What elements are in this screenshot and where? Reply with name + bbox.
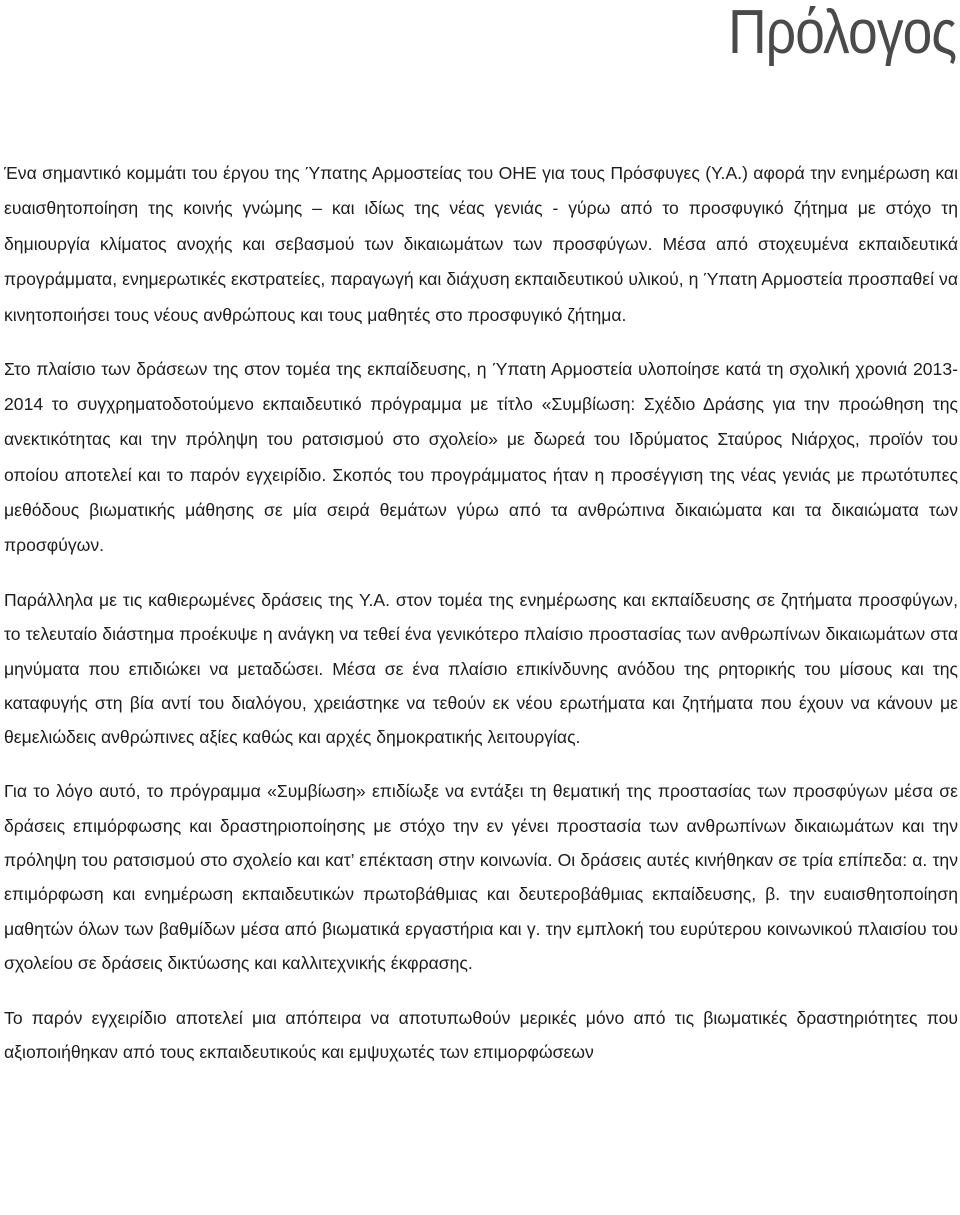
page-title: Πρόλογος [727,0,956,67]
paragraph-4: Για το λόγο αυτό, το πρόγραμμα «Συμβίωση» επιδίωξε να εντάξει τη θεματική της προστασίας των προσφύγων μέσα σε δράσεις επιμόρφωσης και δραστηριοποίησης με στόχο την εν γένει προστασία των ανθρωπίνων δικαιωμάτων και την πρόληψη του ρατσισμού στο σχολείο και κατ’ επέκταση στην κοινωνία. Οι δράσεις αυτές κινήθηκαν σε τρία επίπεδα: α. την επιμόρφωση και ενημέρωση εκπαιδευτικών πρωτοβάθμιας και δευτεροβάθμιας εκπαίδευσης, β. την ευαισθητοποίηση μαθητών όλων των βαθμίδων μέσα από βιωματικά εργαστήρια και γ. την εμπλοκή του ευρύτερου κοινωνικού πλαισίου του σχολείου σε δράσεις δικτύωσης και καλλιτεχνικής έκφρασης. [4,781,958,974]
paragraph-2: Στο πλαίσιο των δράσεων της στον τομέα της εκπαίδευσης, η Ύπατη Αρμοστεία υλοποίησε κατά τη σχολική χρονιά 2013-2014 το συγχρηματοδοτούμενο εκπαιδευτικό πρόγραμμα με τίτλο «Συμβίωση: Σχέδιο Δράσης για την προώθηση της ανεκτικότητας και την πρόληψη του ρατσισμού στο σχολείο» με δωρεά του Ιδρύματος Σταύρος Νιάρχος, προϊόν του οποίου αποτελεί και το παρόν εγχειρίδιο. Σκοπός του προγράμματος ήταν η προσέγγιση της νέας γενιάς με πρωτότυπες μεθόδους βιωματικής μάθησης σε μία σειρά θεμάτων γύρω από τα ανθρώπινα δικαιώματα και τα δικαιώματα των προσφύγων. [4,359,958,556]
paragraph-1: Ένα σημαντικό κομμάτι του έργου της Ύπατης Αρμοστείας του ΟΗΕ για τους Πρόσφυγες (Υ.Α.) αφορά την ενημέρωση και ευαισθητοποίηση της κοινής γνώμης – και ιδίως της νέας γενιάς - γύρω από το προσφυγικό ζήτημα με στόχο τη δημιουργία κλίματος ανοχής και σεβασμού των δικαιωμάτων των προσφύγων. Μέσα από στοχευμένα εκπαιδευτικά προγράμματα, ενημερωτικές εκστρατείες, παραγωγή και διάχυση εκπαιδευτικού υλικού, η Ύπατη Αρμοστεία προσπαθεί να κινητοποιήσει τους νέους ανθρώπους και τους μαθητές στο προσφυγικό ζήτημα. [4,163,958,325]
paragraph-5: Το παρόν εγχειρίδιο αποτελεί μια απόπειρα να αποτυπωθούν μερικές μόνο από τις βιωματικές δραστηριότητες που αξιοποιήθηκαν από τους εκπαιδευτικούς και εμψυχωτές των επιμορφώσεων [4,1007,958,1063]
document-body [4,156,958,1070]
paragraph-3: Παράλληλα με τις καθιερωμένες δράσεις της Υ.Α. στον τομέα της ενημέρωσης και εκπαίδευσης σε ζητήματα προσφύγων, το τελευταίο διάστημα προέκυψε η ανάγκη να τεθεί ένα γενικότερο πλαίσιο προστασίας των ανθρωπίνων δικαιωμάτων στα μηνύματα που επιδιώκει να μεταδώσει. Μέσα σε ένα πλαίσιο επικίνδυνης ανόδου της ρητορικής του μίσους και της καταφυγής στη βία αντί του διαλόγου, χρειάστηκε να τεθούν εκ νέου ερωτήματα και ζητήματα που έχουν να κάνουν με θεμελιώδεις ανθρώπινες αξίες καθώς και αρχές δημοκρατικής λειτουργίας. [4,590,958,748]
